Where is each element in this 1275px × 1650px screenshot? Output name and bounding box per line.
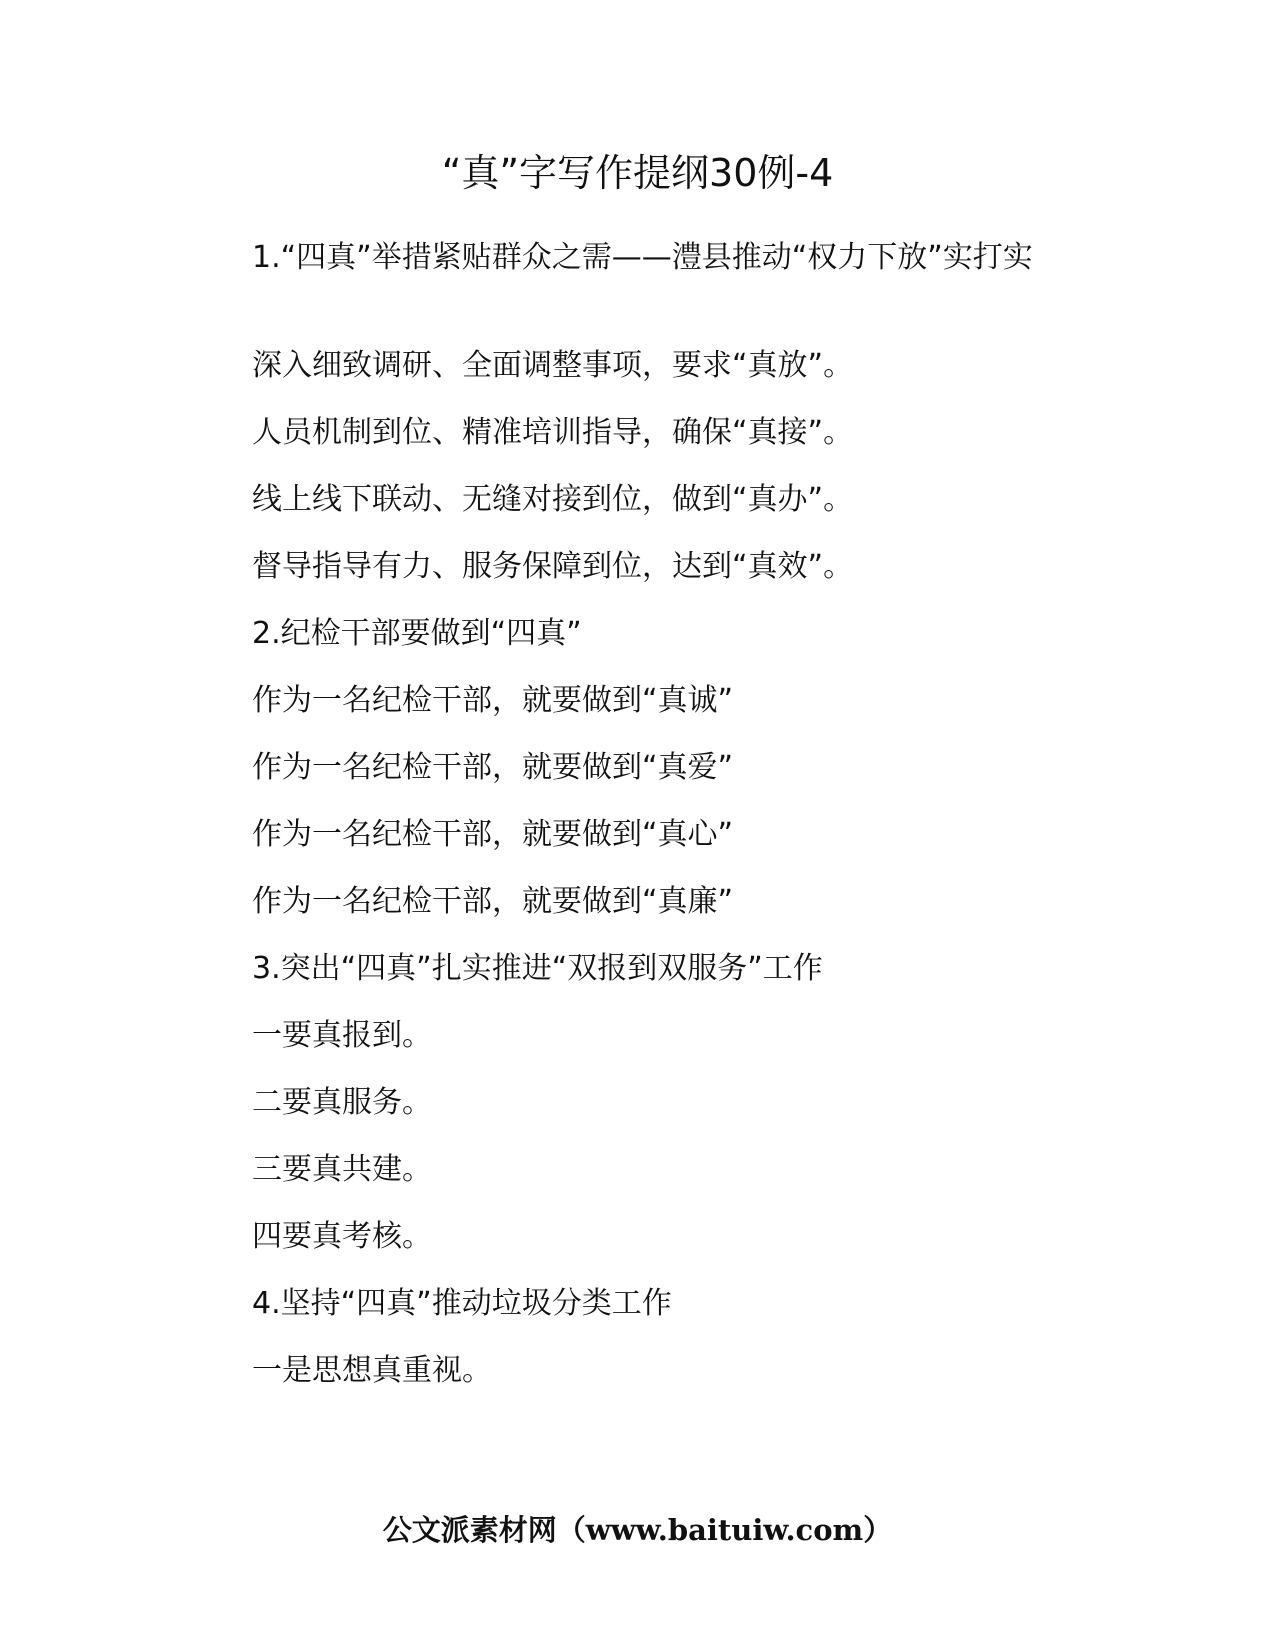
section-1-item: 督导指导有力、服务保障到位，达到“真效”。 bbox=[252, 549, 854, 584]
section-3-item: 三要真共建。 bbox=[252, 1152, 432, 1187]
section-4-item: 一是思想真重视。 bbox=[252, 1353, 492, 1388]
section-1-heading: 1.“四真”举措紧贴群众之需——澧县推动“权力下放”实打实 bbox=[252, 240, 1033, 275]
section-1-item: 线上线下联动、无缝对接到位，做到“真办”。 bbox=[252, 482, 854, 517]
section-1-item: 深入细致调研、全面调整事项，要求“真放”。 bbox=[252, 348, 854, 383]
section-4-heading: 4.坚持“四真”推动垃圾分类工作 bbox=[252, 1286, 672, 1321]
section-2-item: 作为一名纪检干部，就要做到“真心” bbox=[252, 817, 734, 852]
section-3-item: 二要真服务。 bbox=[252, 1085, 432, 1120]
section-2-item: 作为一名纪检干部，就要做到“真爱” bbox=[252, 750, 734, 785]
section-3-item: 一要真报到。 bbox=[252, 1018, 432, 1053]
document-title: “真”字写作提纲30例-4 bbox=[441, 151, 834, 195]
section-1-item: 人员机制到位、精准培训指导，确保“真接”。 bbox=[252, 415, 854, 450]
section-3-heading: 3.突出“四真”扎实推进“双报到双服务”工作 bbox=[252, 951, 823, 986]
section-2-item: 作为一名纪检干部，就要做到“真廉” bbox=[252, 884, 734, 919]
section-2-item: 作为一名纪检干部，就要做到“真诚” bbox=[252, 683, 734, 718]
section-2-heading: 2.纪检干部要做到“四真” bbox=[252, 616, 582, 651]
footer-watermark-text: 公文派素材网（www.baituiw.com） bbox=[382, 1513, 893, 1547]
section-3-item: 四要真考核。 bbox=[252, 1219, 432, 1254]
